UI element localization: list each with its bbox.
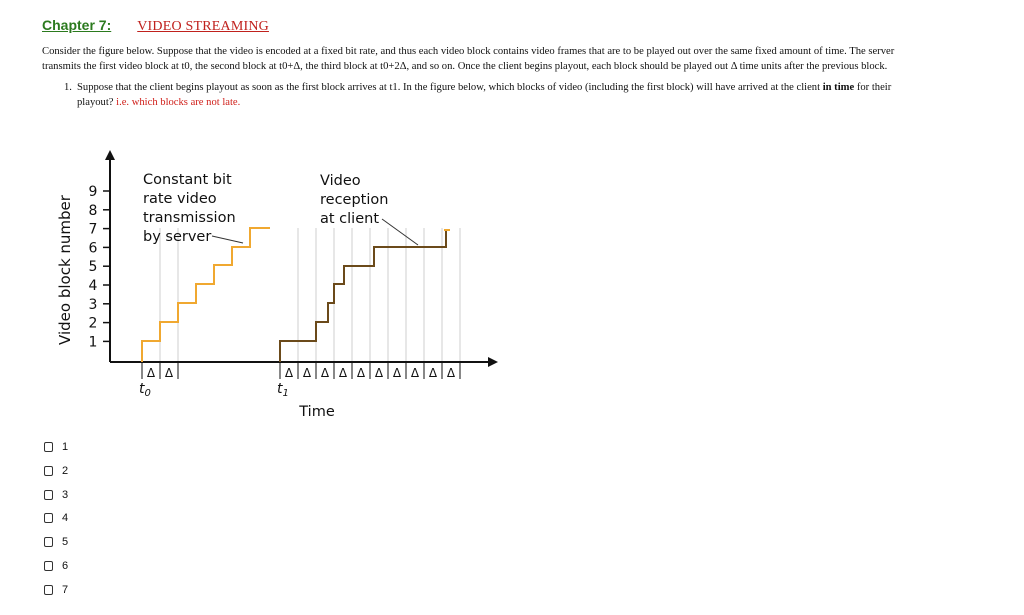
question-text-part1: Suppose that the client begins playout as soon as the first block arrives at t1. In the figure below, which blocks of video (including the first block) will have arrived at the client (77, 82, 821, 93)
delta-label: Δ (428, 366, 438, 380)
question-hint: i.e. which blocks are not late. (116, 97, 241, 108)
server-transmission-curve (142, 228, 270, 362)
t0-subscript: 0 (144, 388, 151, 399)
answer-checkbox[interactable] (44, 537, 53, 547)
answer-checkbox[interactable] (44, 513, 53, 523)
delta-label: Δ (338, 366, 348, 380)
answer-option-label: 2 (62, 464, 69, 477)
y-axis-ticks (89, 184, 110, 350)
answer-option[interactable] (44, 581, 68, 599)
answer-option[interactable] (44, 486, 68, 504)
y-tick-label: 2 (88, 315, 98, 332)
server-callout (143, 172, 243, 245)
answer-option[interactable] (44, 509, 68, 527)
t0-letter: t (139, 381, 145, 397)
delta-label: Δ (164, 366, 174, 380)
delta-label: Δ (446, 366, 456, 380)
y-tick-label: 5 (88, 259, 98, 276)
client-reception-curve (280, 230, 446, 362)
answer-option[interactable] (44, 438, 68, 456)
delta-interval-marks (142, 362, 460, 380)
t0-label (139, 381, 151, 399)
answer-option-label: 3 (62, 488, 69, 501)
y-tick-label: 9 (88, 184, 98, 200)
intro-line-1: Consider the figure below. Suppose that the video is encoded at a fixed bit rate, and thus each video block contains video frames that are to be played out over the same fixed amount of time. The server (42, 46, 895, 57)
question-text-part2: for their (856, 82, 892, 93)
chapter-heading (42, 17, 269, 35)
t1-letter: t (277, 381, 283, 397)
server-label-line-4: by server (143, 229, 212, 245)
x-axis-arrow (488, 357, 498, 367)
server-label-pointer (212, 236, 243, 243)
y-tick-label: 6 (88, 240, 98, 257)
chapter-title: VIDEO STREAMING (137, 19, 269, 34)
delta-label: Δ (320, 366, 330, 380)
question-text-line2: playout? (77, 97, 114, 108)
y-axis-label: Video block number (56, 195, 74, 345)
y-tick-label: 1 (88, 334, 98, 351)
answer-option[interactable] (44, 557, 68, 575)
answer-checkbox[interactable] (44, 442, 53, 452)
y-tick-label: 7 (88, 221, 98, 238)
client-label-pointer (382, 219, 418, 245)
answer-option-label: 5 (62, 536, 69, 549)
y-tick-label: 3 (88, 296, 98, 313)
answer-checkbox[interactable] (44, 490, 53, 500)
y-tick-label: 4 (88, 278, 98, 294)
client-label-line-3: at client (320, 211, 380, 227)
delta-label: Δ (392, 366, 402, 380)
intro-line-2: transmits the first video block at t0, the second block at t0+Δ, the third block at t0+2Δ, and so on. Once the client begins playout, each block should be played out Δ time units after the previous block. (42, 61, 888, 72)
delta-label: Δ (146, 366, 156, 380)
server-label-line-3: transmission (143, 210, 236, 226)
delta-label: Δ (410, 366, 420, 380)
answer-option[interactable] (44, 462, 68, 480)
answer-option-label: 4 (62, 512, 69, 525)
x-axis-label: Time (299, 404, 335, 420)
answer-checkbox[interactable] (44, 585, 53, 595)
answer-option-label: 1 (62, 441, 69, 453)
answer-option-label: 7 (62, 583, 69, 596)
question-number: 1. (64, 82, 72, 93)
delta-label: Δ (374, 366, 384, 380)
t1-label (277, 381, 289, 399)
answer-checkbox[interactable] (44, 466, 53, 476)
chapter-label: Chapter 7: (42, 17, 112, 33)
server-label-line-1: Constant bit (143, 172, 232, 188)
client-callout (320, 173, 418, 245)
client-label-line-2: reception (320, 192, 389, 208)
server-label-line-2: rate video (143, 191, 217, 207)
answer-checkbox[interactable] (44, 561, 53, 571)
question-emphasis: in time (822, 82, 855, 93)
delta-label: Δ (302, 366, 312, 380)
intro-paragraph (42, 44, 992, 74)
y-tick-label: 8 (88, 202, 98, 219)
timeline-gridlines (160, 228, 460, 379)
answer-option[interactable] (44, 533, 68, 551)
delta-label: Δ (356, 366, 366, 380)
client-label-line-1: Video (320, 173, 361, 189)
delta-label: Δ (284, 366, 294, 380)
t1-subscript: 1 (282, 388, 289, 399)
answer-option-label: 6 (62, 560, 69, 572)
question-1 (64, 80, 984, 110)
y-axis-arrow (105, 150, 115, 160)
